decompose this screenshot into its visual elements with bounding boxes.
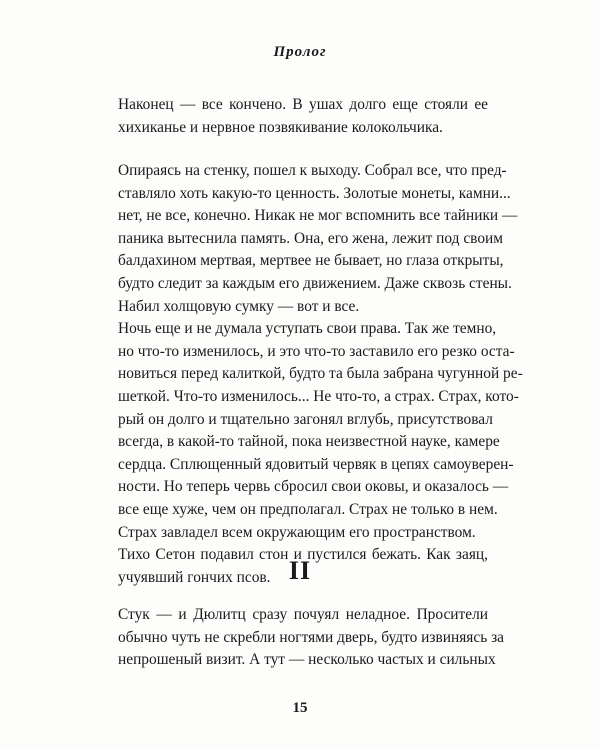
text-line: нет, не все, конечно. Никак не мог вспомнить все тайники —	[118, 207, 518, 225]
text-line: ставляло хоть какую-то ценность. Золотые монеты, камни...	[118, 184, 511, 202]
text-line: Наконец — все кончено. В ушах долго еще стояли ее	[118, 96, 488, 113]
paragraph	[118, 296, 488, 319]
running-head: Пролог	[273, 44, 327, 60]
text-line: но что-то изменилось, и это что-то заставило его резко оста-	[118, 342, 515, 360]
text-line: паника вытеснила память. Она, его жена, лежит под своим	[118, 229, 503, 247]
text-line: Набил холщовую сумку — вот и все.	[118, 297, 360, 315]
text-line: хихиканье и нервное позвякивание колокольчика.	[118, 118, 443, 136]
text-line: новиться перед калиткой, будто та была забрана чугунной ре-	[118, 365, 523, 383]
text-line: обычно чуть не скребли ногтями дверь, будто извиняясь за	[118, 628, 504, 646]
text-line: Опираясь на стенку, пошел к выходу. Собрал все, что пред-	[118, 162, 507, 179]
paragraph	[118, 160, 518, 296]
text-line: ности. Но теперь червь сбросил свои оковы, и оказалось —	[118, 478, 509, 496]
text-line: шеткой. Что-то изменилось... Не что-то, а страх. Страх, кото-	[118, 387, 519, 405]
page-number: 15	[292, 700, 308, 716]
text-line: Стук — и Дюлитц сразу почуял неладное. Просители	[118, 606, 488, 623]
opening-paragraph-block	[118, 94, 488, 139]
text-line: сердца. Сплющенный ядовитый червяк в цепях самоуверен-	[118, 455, 514, 473]
text-line: все еще хуже, чем он предполагал. Страх не только в нем.	[118, 500, 498, 518]
section-two-text-block	[118, 604, 504, 672]
paragraph	[118, 604, 504, 672]
text-line: Ночь еще и не думала уступать свои права. Так же темно,	[118, 320, 497, 338]
text-line: всегда, в какой-то тайной, пока неизвестной науке, камере	[118, 433, 500, 451]
text-line: рый он долго и тщательно загонял вглубь, присутствовал	[118, 410, 493, 428]
text-line: Тихо Сетон подавил стон и пустился бежать. Как заяц,	[118, 546, 488, 564]
text-line: учуявший гончих псов.	[118, 568, 271, 586]
main-text-block	[118, 160, 523, 589]
text-line: будто следит за каждым его движением. Даже сквозь стены.	[118, 274, 512, 292]
text-line: непрошеный визит. А тут — несколько частых и сильных	[118, 651, 496, 669]
text-line: балдахином мертвая, мертвее не бывает, но глаза открыты,	[118, 252, 504, 270]
text-line: Страх завладел всем окружающим его пространством.	[118, 523, 476, 541]
section-number: II	[288, 556, 312, 585]
paragraph	[118, 94, 488, 139]
paragraph	[118, 318, 523, 544]
